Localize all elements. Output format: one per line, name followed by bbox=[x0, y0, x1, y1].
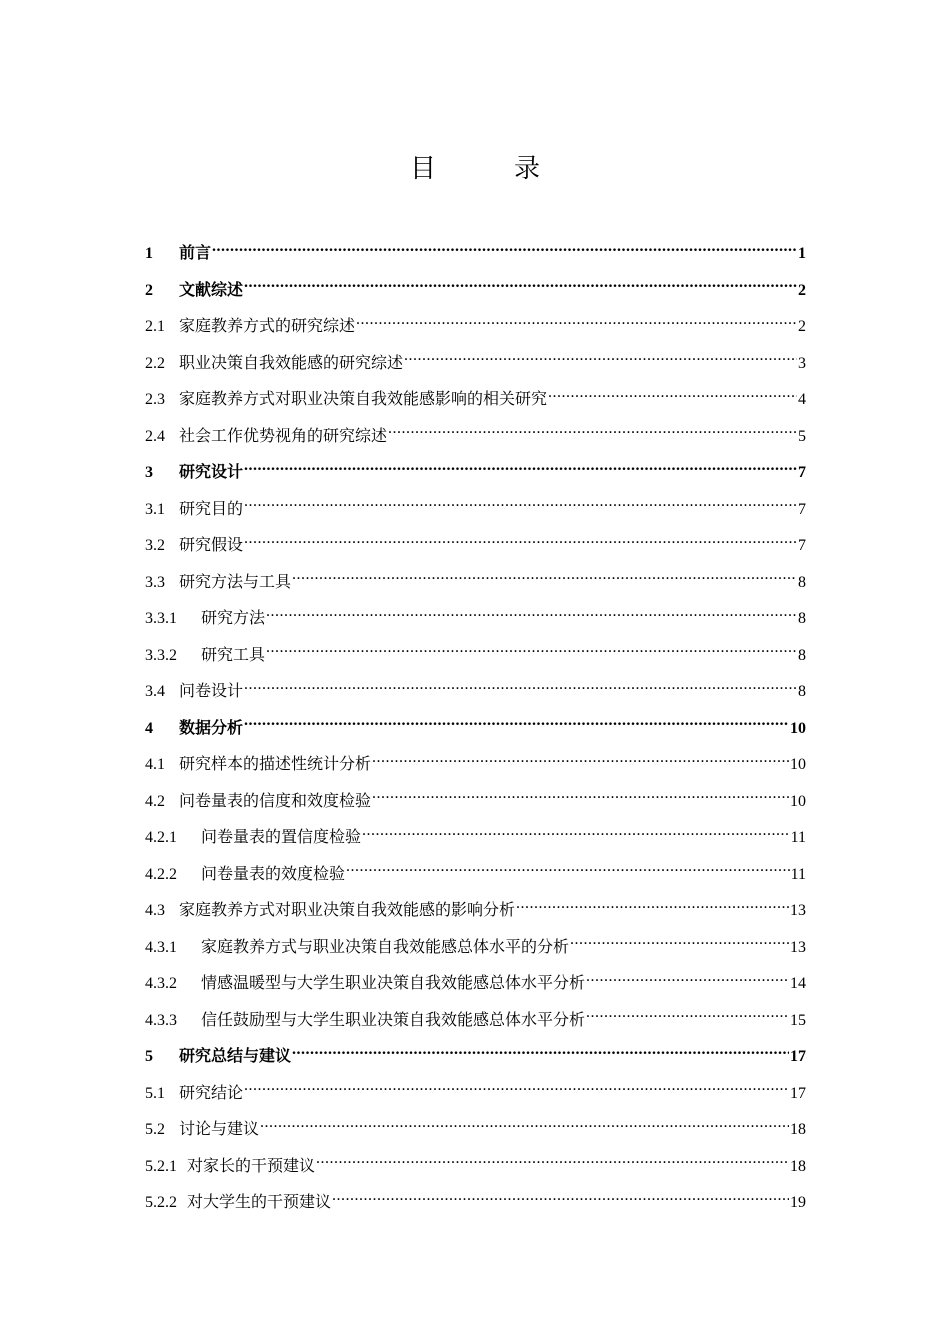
toc-dot-leader bbox=[586, 976, 789, 992]
toc-entry[interactable] bbox=[145, 893, 806, 930]
toc-dot-leader bbox=[404, 356, 797, 372]
toc-entry-title: 研究方法 bbox=[201, 610, 266, 627]
toc-dot-leader bbox=[356, 319, 797, 335]
toc-entry-number: 5.2 bbox=[145, 1121, 165, 1138]
toc-entry-page-number: 3 bbox=[798, 354, 806, 372]
toc-dot-leader bbox=[292, 575, 797, 591]
toc-entry-page-number: 17 bbox=[790, 1084, 806, 1102]
toc-entry-title: 问卷量表的效度检验 bbox=[201, 865, 346, 883]
toc-entry-page-number: 5 bbox=[798, 427, 806, 445]
toc-entry[interactable] bbox=[145, 1185, 806, 1222]
toc-dot-leader bbox=[244, 684, 797, 700]
toc-dot-leader bbox=[586, 1013, 789, 1029]
toc-entry-number: 3.3.2 bbox=[145, 646, 177, 664]
toc-entry[interactable] bbox=[145, 857, 806, 894]
toc-entry-number: 3.3.1 bbox=[145, 610, 177, 627]
toc-entry[interactable] bbox=[145, 1039, 806, 1076]
toc-entry[interactable] bbox=[145, 966, 806, 1003]
toc-entry-page-number: 13 bbox=[790, 938, 806, 956]
toc-entry-number: 3.4 bbox=[145, 683, 165, 700]
toc-entry-page-number: 8 bbox=[798, 573, 806, 591]
toc-entry-number: 2.1 bbox=[145, 318, 165, 335]
toc-entry-title: 研究假设 bbox=[179, 537, 244, 554]
toc-entry-page-number: 11 bbox=[790, 829, 806, 846]
toc-dot-leader bbox=[244, 283, 797, 299]
toc-entry-page-number: 1 bbox=[798, 245, 806, 262]
toc-entry[interactable] bbox=[145, 1003, 806, 1040]
toc-entry[interactable] bbox=[145, 711, 806, 748]
toc-dot-leader bbox=[570, 940, 789, 956]
toc-entry-page-number: 8 bbox=[798, 646, 806, 664]
toc-entry-title: 对家长的干预建议 bbox=[187, 1157, 316, 1175]
toc-entry-number: 3 bbox=[145, 464, 153, 481]
toc-entry-page-number: 13 bbox=[790, 902, 806, 919]
toc-entry-number: 3.2 bbox=[145, 537, 165, 554]
toc-entry[interactable] bbox=[145, 419, 806, 456]
toc-dot-leader bbox=[362, 830, 790, 846]
toc-entry-title: 研究设计 bbox=[179, 464, 244, 481]
toc-entry-number: 1 bbox=[145, 245, 153, 262]
toc-entry-title: 研究方法与工具 bbox=[179, 573, 292, 591]
toc-entry[interactable] bbox=[145, 273, 806, 310]
toc-entry-page-number: 15 bbox=[790, 1011, 806, 1029]
toc-entry-number: 4.2.1 bbox=[145, 829, 177, 846]
toc-dot-leader bbox=[346, 867, 790, 883]
toc-entry[interactable] bbox=[145, 528, 806, 565]
toc-dot-leader bbox=[266, 611, 797, 627]
toc-entry-title: 问卷设计 bbox=[179, 683, 244, 700]
toc-dot-leader bbox=[292, 1049, 789, 1065]
toc-entry-title: 信任鼓励型与大学生职业决策自我效能感总体水平分析 bbox=[201, 1011, 586, 1029]
toc-entry-page-number: 10 bbox=[790, 756, 806, 773]
toc-entry-page-number: 7 bbox=[798, 537, 806, 554]
toc-entry-page-number: 19 bbox=[790, 1194, 806, 1211]
toc-entry[interactable] bbox=[145, 784, 806, 821]
toc-entry[interactable] bbox=[145, 346, 806, 383]
toc-entry[interactable] bbox=[145, 601, 806, 638]
toc-entry-number: 4.3 bbox=[145, 902, 165, 919]
toc-entry[interactable] bbox=[145, 236, 806, 273]
toc-entry-number: 5.2.2 bbox=[145, 1194, 177, 1211]
toc-entry-title: 研究目的 bbox=[179, 500, 244, 518]
toc-entry-number: 2 bbox=[145, 281, 153, 299]
toc-entry-page-number: 2 bbox=[798, 318, 806, 335]
toc-entry-number: 3.3 bbox=[145, 573, 165, 591]
toc-dot-leader bbox=[388, 429, 797, 445]
toc-entry-title: 研究工具 bbox=[201, 646, 266, 664]
toc-entry-page-number: 11 bbox=[790, 865, 806, 883]
toc-entry-number: 5.1 bbox=[145, 1084, 165, 1102]
toc-entry-title: 社会工作优势视角的研究综述 bbox=[179, 427, 388, 445]
toc-entry[interactable] bbox=[145, 1076, 806, 1113]
toc-entry-page-number: 14 bbox=[790, 975, 806, 992]
toc-entry-page-number: 8 bbox=[798, 683, 806, 700]
toc-dot-leader bbox=[266, 648, 797, 664]
toc-entry-number: 2.3 bbox=[145, 391, 165, 408]
toc-entry-number: 4.2.2 bbox=[145, 865, 177, 883]
toc-entry-number: 5 bbox=[145, 1048, 153, 1065]
toc-entry-number: 4.3.3 bbox=[145, 1011, 177, 1029]
toc-entry-number: 5.2.1 bbox=[145, 1157, 177, 1175]
toc-entry[interactable] bbox=[145, 565, 806, 602]
toc-dot-leader bbox=[316, 1159, 789, 1175]
toc-entry[interactable] bbox=[145, 455, 806, 492]
toc-entry[interactable] bbox=[145, 1149, 806, 1186]
toc-entry-number: 4.3.1 bbox=[145, 938, 177, 956]
toc-entry-title: 文献综述 bbox=[179, 281, 244, 299]
toc-entry-page-number: 7 bbox=[798, 500, 806, 518]
toc-entry-page-number: 10 bbox=[790, 719, 806, 737]
toc-entry-page-number: 18 bbox=[790, 1121, 806, 1138]
toc-dot-leader bbox=[244, 502, 797, 518]
toc-entry[interactable] bbox=[145, 674, 806, 711]
toc-dot-leader bbox=[244, 721, 789, 737]
toc-dot-leader bbox=[516, 903, 789, 919]
toc-entry-number: 2.2 bbox=[145, 354, 165, 372]
toc-entry-title: 研究总结与建议 bbox=[179, 1048, 292, 1065]
toc-entry-page-number: 18 bbox=[790, 1157, 806, 1175]
table-of-contents bbox=[145, 236, 806, 1222]
toc-entry[interactable] bbox=[145, 309, 806, 346]
toc-entry-title: 职业决策自我效能感的研究综述 bbox=[179, 354, 404, 372]
toc-entry-page-number: 7 bbox=[798, 464, 806, 481]
toc-entry-title: 家庭教养方式对职业决策自我效能感的影响分析 bbox=[179, 902, 516, 919]
toc-entry[interactable] bbox=[145, 492, 806, 529]
toc-entry-number: 3.1 bbox=[145, 500, 165, 518]
toc-entry-title: 家庭教养方式的研究综述 bbox=[179, 318, 356, 335]
toc-entry-title: 数据分析 bbox=[179, 719, 244, 737]
toc-entry-title: 对大学生的干预建议 bbox=[187, 1194, 332, 1211]
toc-entry-title: 问卷量表的置信度检验 bbox=[201, 829, 362, 846]
toc-entry-page-number: 4 bbox=[798, 391, 806, 408]
toc-entry[interactable] bbox=[145, 820, 806, 857]
toc-dot-leader bbox=[260, 1122, 789, 1138]
toc-entry[interactable] bbox=[145, 930, 806, 967]
toc-entry[interactable] bbox=[145, 1112, 806, 1149]
toc-entry-title: 家庭教养方式与职业决策自我效能感总体水平的分析 bbox=[201, 938, 570, 956]
toc-entry-number: 2.4 bbox=[145, 427, 165, 445]
toc-entry-number: 4.2 bbox=[145, 792, 165, 810]
toc-entry[interactable] bbox=[145, 638, 806, 675]
toc-dot-leader bbox=[244, 1086, 789, 1102]
toc-entry-title: 家庭教养方式对职业决策自我效能感影响的相关研究 bbox=[179, 391, 548, 408]
toc-dot-leader bbox=[244, 465, 797, 481]
toc-entry[interactable] bbox=[145, 382, 806, 419]
toc-entry-page-number: 8 bbox=[798, 610, 806, 627]
page-title: 目 录 bbox=[409, 154, 566, 184]
toc-entry-title: 研究样本的描述性统计分析 bbox=[179, 756, 372, 773]
toc-entry-page-number: 2 bbox=[798, 281, 806, 299]
toc-entry-title: 研究结论 bbox=[179, 1084, 244, 1102]
toc-dot-leader bbox=[372, 794, 789, 810]
toc-entry[interactable] bbox=[145, 747, 806, 784]
toc-entry-title: 前言 bbox=[179, 245, 212, 262]
toc-entry-number: 4 bbox=[145, 719, 153, 737]
toc-entry-number: 4.3.2 bbox=[145, 975, 177, 992]
toc-entry-page-number: 17 bbox=[790, 1048, 806, 1065]
toc-dot-leader bbox=[548, 392, 797, 408]
toc-entry-title: 情感温暖型与大学生职业决策自我效能感总体水平分析 bbox=[201, 975, 586, 992]
toc-entry-page-number: 10 bbox=[790, 792, 806, 810]
toc-dot-leader bbox=[212, 246, 797, 262]
toc-entry-number: 4.1 bbox=[145, 756, 165, 773]
toc-dot-leader bbox=[372, 757, 789, 773]
toc-entry-title: 问卷量表的信度和效度检验 bbox=[179, 792, 372, 810]
toc-dot-leader bbox=[244, 538, 797, 554]
toc-dot-leader bbox=[332, 1195, 789, 1211]
toc-entry-title: 讨论与建议 bbox=[179, 1121, 260, 1138]
